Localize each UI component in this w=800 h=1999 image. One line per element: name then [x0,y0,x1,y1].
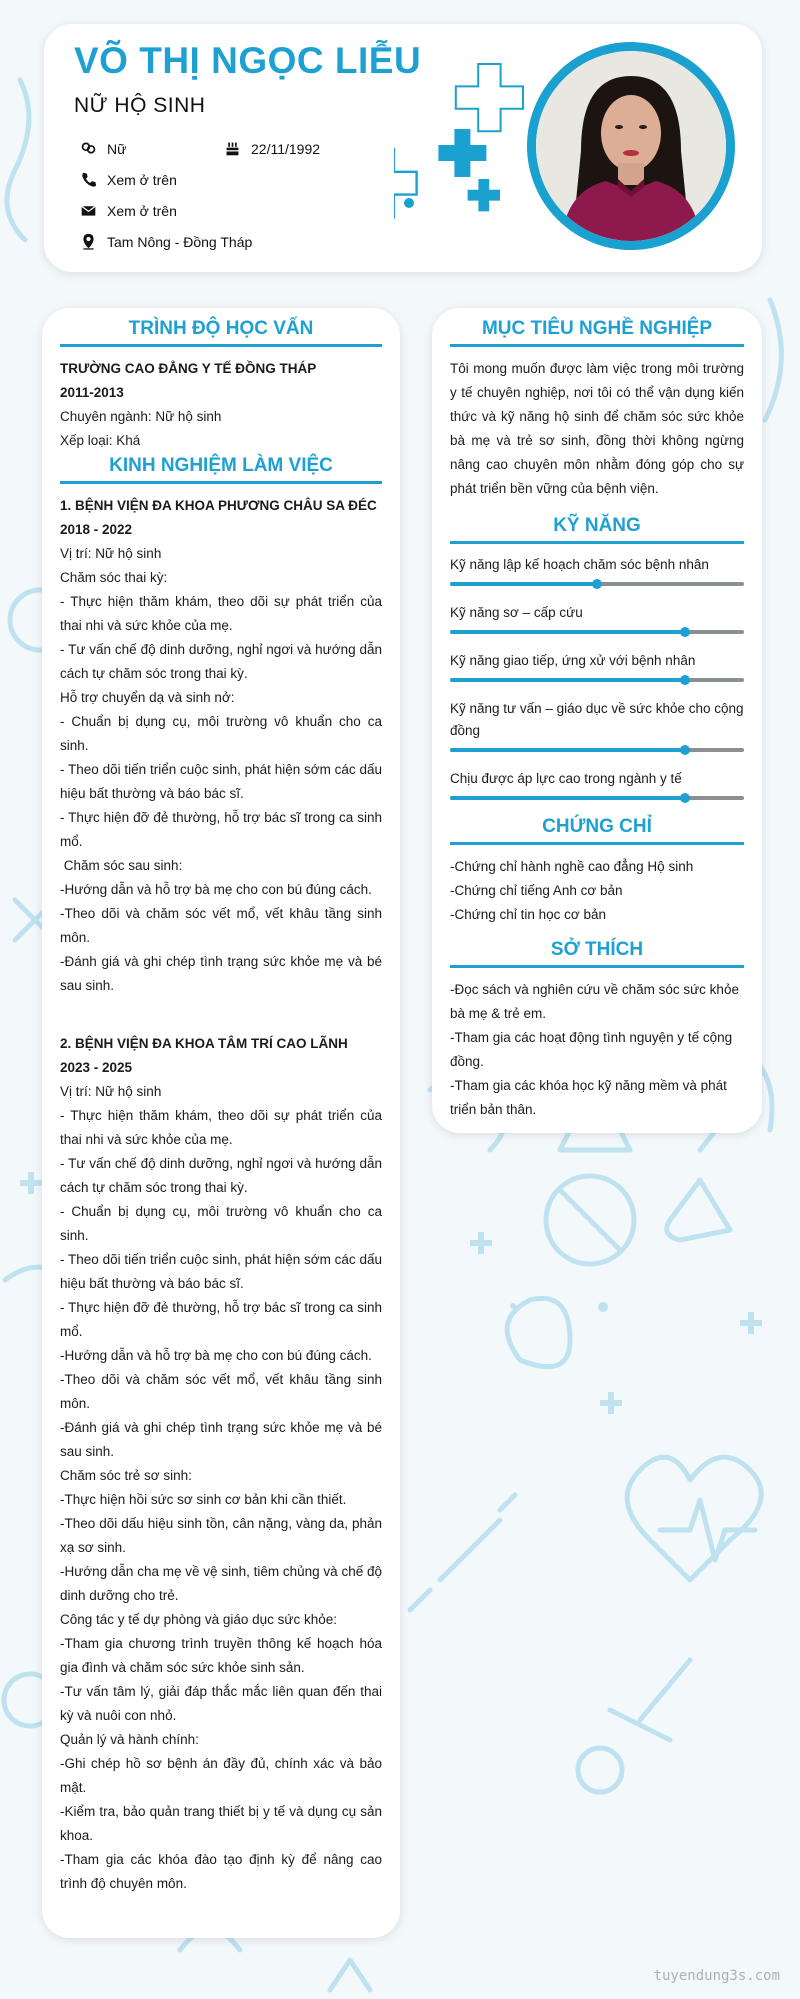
email-row [80,202,177,219]
skill-name: Kỹ năng giao tiếp, ứng xử với bệnh nhân [450,653,696,668]
hobby-item: -Tham gia các khóa học kỹ năng mềm và phát triển bản thân. [450,1078,727,1117]
job-description-line: - Chuẩn bị dụng cụ, môi trường vô khuẩn cho ca sinh. [60,714,386,753]
job-description-line: Chăm sóc thai kỳ: [60,570,168,585]
birthdate-value: 22/11/1992 [251,140,321,157]
gender-row [80,140,126,157]
gender-value: Nữ [107,140,127,157]
objective-text: Tôi mong muốn được làm việc trong môi trường y tế chuyên nghiệp, nơi tôi có thể vận dụng kiến thức và kỹ năng hộ sinh để chăm sóc sức khỏe bà mẹ và trẻ sơ sinh, đồng thời không ngừng nâng cao chuyên môn nhằm đóng góp cho sự phát triển bền vững của bệnh viện. [450,361,744,496]
job-description-line: -Thực hiện hồi sức sơ sinh cơ bản khi cần thiết. [60,1492,347,1507]
job-description-line: - Chuẩn bị dụng cụ, môi trường vô khuẩn cho ca sinh. [60,1204,386,1243]
job-description-line: - Tư vấn chế độ dinh dưỡng, nghỉ ngơi và hướng dẫn cách tự chăm sóc trong thai kỳ. [60,1156,386,1195]
job-description-line: -Tham gia chương trình truyền thông kế hoạch hóa gia đình và chăm sóc sức khỏe sinh sản. [60,1636,386,1675]
job-title: NỮ HỘ SINH [74,94,206,117]
skill-level-knob [680,745,690,755]
education-section-title: TRÌNH ĐỘ HỌC VẤN [60,318,382,347]
hobby-item: -Đọc sách và nghiên cứu về chăm sóc sức khỏe bà mẹ & trẻ em. [450,982,739,1021]
certificates-section-title: CHỨNG CHỈ [450,816,744,845]
skill-name: Kỹ năng tư vấn – giáo dục về sức khỏe cho cộng đồng [450,701,744,738]
candidate-name: VÕ THỊ NGỌC LIỄU [74,40,422,81]
objective-section-title: MỤC TIÊU NGHỀ NGHIỆP [450,318,744,347]
portrait-image [536,51,726,241]
job-description-line: -Hướng dẫn và hỗ trợ bà mẹ cho con bú đúng cách. [60,882,372,897]
skill-level-fill [450,748,685,752]
job-description-line: -Đánh giá và ghi chép tình trạng sức khỏe mẹ và bé sau sinh. [60,954,386,993]
skill-level-knob [680,627,690,637]
certificate-item: -Chứng chỉ tiếng Anh cơ bản [450,883,623,898]
certificates-list [450,855,744,927]
certificate-item: -Chứng chỉ tin học cơ bản [450,907,606,922]
job-description-line: Công tác y tế dự phòng và giáo dục sức khỏe: [60,1612,337,1627]
skill-item [450,768,744,800]
email-value: Xem ở trên [107,202,177,219]
job-company: 1. BỆNH VIỆN ĐA KHOA PHƯƠNG CHÂU SA ĐÉC [60,498,377,513]
job-description-line: Hỗ trợ chuyển dạ và sinh nở: [60,690,235,705]
job-description-line: -Ghi chép hồ sơ bệnh án đầy đủ, chính xác và bảo mật. [60,1756,386,1795]
job-description [60,542,386,998]
job-description-line: -Kiểm tra, bảo quản trang thiết bị y tế và dụng cụ sản khoa. [60,1804,386,1843]
job-description-line: -Đánh giá và ghi chép tình trạng sức khỏe mẹ và bé sau sinh. [60,1420,386,1459]
profile-photo [527,42,735,250]
job-description-line: - Theo dõi tiến triển cuộc sinh, phát hiện sớm các dấu hiệu bất thường và báo bác sĩ. [60,762,386,801]
skill-item [450,602,744,634]
watermark: tuyendung3s.com [653,1968,780,1984]
job-description-line: - Thực hiện thăm khám, theo dõi sự phát triển của thai nhi và sức khỏe của mẹ. [60,594,386,633]
certificate-item: -Chứng chỉ hành nghề cao đẳng Hộ sinh [450,859,694,874]
skill-level-bar [450,678,744,682]
job-description-line: - Tư vấn chế độ dinh dưỡng, nghỉ ngơi và hướng dẫn cách tự chăm sóc trong thai kỳ. [60,642,386,681]
medical-cross-decoration [394,44,544,244]
job-description-line: -Tham gia các khóa đào tạo định kỳ để nâng cao trình độ chuyên môn. [60,1852,386,1891]
education-major: Chuyên ngành: Nữ hộ sinh [60,409,222,424]
skill-level-bar [450,748,744,752]
skill-level-fill [450,582,597,586]
job-description-line: -Hướng dẫn cha mẹ về vệ sinh, tiêm chủng và chế độ dinh dưỡng cho trẻ. [60,1564,386,1603]
job-description-line: Vị trí: Nữ hộ sinh [60,1084,162,1099]
job-description-line: -Theo dõi và chăm sóc vết mổ, vết khâu tầng sinh môn. [60,1372,386,1411]
skill-level-fill [450,630,685,634]
skills-list [450,554,744,800]
skill-level-knob [680,675,690,685]
skill-name: Kỹ năng lập kế hoạch chăm sóc bệnh nhân [450,557,709,572]
job-company: 2. BỆNH VIỆN ĐA KHOA TÂM TRÍ CAO LÃNH [60,1036,348,1051]
gender-icon [80,140,97,157]
skill-level-bar [450,630,744,634]
hobby-item: -Tham gia các hoạt động tình nguyện y tế cộng đồng. [450,1030,733,1069]
experience-section-title: KINH NGHIỆM LÀM VIỆC [60,455,382,484]
header-card [44,24,762,272]
education-years: 2011-2013 [60,385,124,400]
envelope-icon [80,202,97,219]
job-description-line: - Thực hiện đỡ đẻ thường, hỗ trợ bác sĩ trong ca sinh mổ. [60,1300,386,1339]
phone-row [80,171,177,188]
skill-level-bar [450,582,744,586]
education-school: TRƯỜNG CAO ĐẲNG Y TẾ ĐỒNG THÁP [60,361,317,376]
phone-icon [80,171,97,188]
job-description-line: - Thực hiện đỡ đẻ thường, hỗ trợ bác sĩ trong ca sinh mổ. [60,810,386,849]
right-column-card [432,308,762,1133]
skill-level-fill [450,796,685,800]
education-grade: Xếp loại: Khá [60,433,141,448]
skill-level-knob [680,793,690,803]
left-column-card [42,308,400,1938]
skill-name: Kỹ năng sơ – cấp cứu [450,605,583,620]
phone-value: Xem ở trên [107,171,177,188]
skill-level-knob [592,579,602,589]
skill-level-fill [450,678,685,682]
job-description-line: Vị trí: Nữ hộ sinh [60,546,162,561]
skill-item [450,650,744,682]
skill-item [450,698,744,752]
experience-item [60,494,386,998]
job-description-line: - Theo dõi tiến triển cuộc sinh, phát hiện sớm các dấu hiệu bất thường và báo bác sĩ. [60,1252,386,1291]
job-description-line: -Tư vấn tâm lý, giải đáp thắc mắc liên quan đến thai kỳ và nuôi con nhỏ. [60,1684,386,1723]
job-description-line: Chăm sóc trẻ sơ sinh: [60,1468,192,1483]
hobbies-section-title: SỞ THÍCH [450,939,744,968]
job-years: 2018 - 2022 [60,522,133,537]
job-description-line: -Theo dõi dấu hiệu sinh tồn, cân nặng, vàng da, phản xạ sơ sinh. [60,1516,386,1555]
skill-name: Chịu được áp lực cao trong ngành y tế [450,771,682,786]
job-description-line: Chăm sóc sau sinh: [60,858,183,873]
job-description-line: -Theo dõi và chăm sóc vết mổ, vết khâu tầng sinh môn. [60,906,386,945]
birthdate-row [224,140,320,157]
address-row [80,233,252,250]
experience-item [60,1032,386,1896]
skill-level-bar [450,796,744,800]
job-description-line: - Thực hiện thăm khám, theo dõi sự phát triển của thai nhi và sức khỏe của mẹ. [60,1108,386,1147]
job-description-line: Quản lý và hành chính: [60,1732,199,1747]
location-pin-icon [80,233,97,250]
job-description-line: -Hướng dẫn và hỗ trợ bà mẹ cho con bú đúng cách. [60,1348,372,1363]
job-years: 2023 - 2025 [60,1060,133,1075]
hobbies-list [450,978,744,1122]
job-description [60,1080,386,1896]
skill-item [450,554,744,586]
cake-icon [224,140,241,157]
skills-section-title: KỸ NĂNG [450,515,744,544]
address-value: Tam Nông - Đồng Tháp [107,233,253,250]
